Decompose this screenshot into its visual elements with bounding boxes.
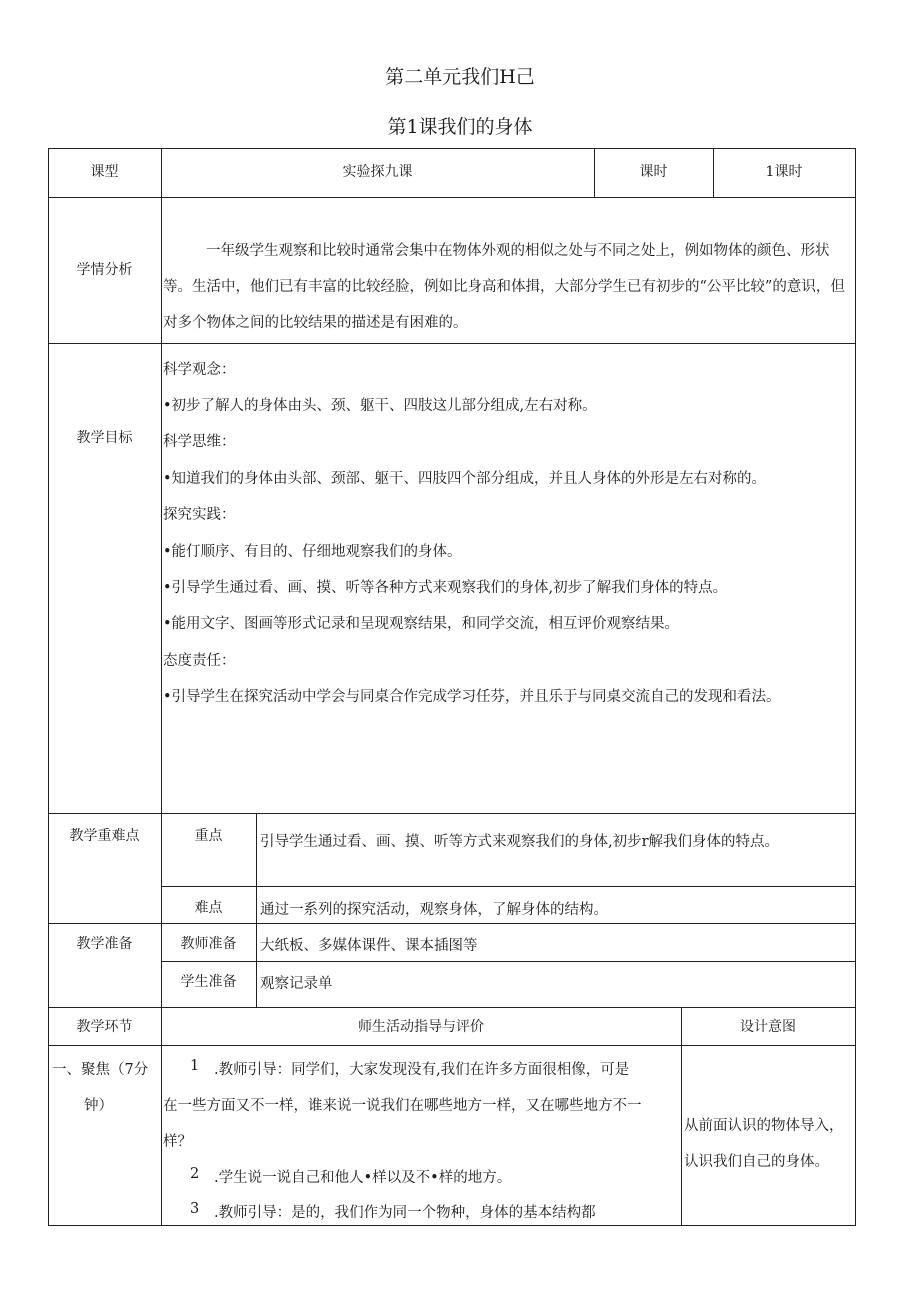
activity-header: 师生活动指导与评价 — [358, 1019, 484, 1035]
teacher-prep-label: 教师准备 — [180, 936, 237, 952]
objective-line: 科学思维： — [163, 434, 236, 450]
key-point-label: 重点 — [194, 828, 223, 844]
student-prep-text: 观察记录单 — [260, 976, 333, 992]
class-hours-value: 1课时 — [765, 164, 803, 180]
item-3-number: 3 — [190, 1201, 200, 1217]
difficult-point-text: 通过一系列的探究活动，观察身体，了解身体的结构。 — [260, 902, 608, 918]
objectives-label: 教学目标 — [76, 430, 133, 446]
objective-line: •能用文字、图画等形式记录和呈现观察结果，和同学交流，相互评价观察结果。 — [163, 616, 680, 632]
course-type-value: 实验探九课 — [342, 164, 413, 180]
objective-line: 态度责任： — [163, 653, 236, 669]
key-points-label: 教学重难点 — [69, 828, 140, 844]
stage-1-label-cont: 钟） — [84, 1098, 113, 1114]
intent-text: 从前面认识的物体导入， — [684, 1118, 844, 1134]
item-1-text: .教师引导：同学们，大家发现没有,我们在许多方面很相像，可是 — [214, 1062, 630, 1078]
analysis-text: 一年级学生观察和比较时通常会集中在物体外观的相似之处与不同之处上，例如物体的颜色、形状等。生活中，他们已有丰富的比较经脸，例如比身高和体揖，大部分学生已有初步的“公平比较”的意识，但对多个物体之间的比较结果的描述是有困难的。 — [163, 243, 845, 331]
course-type-label: 课型 — [90, 164, 119, 180]
objective-line: •能仃顺序、有目的、仔细地观察我们的身体。 — [163, 544, 462, 560]
objective-line: •初步了解人的身体由头、颈、躯干、四肢这儿部分组成,左右对称。 — [163, 398, 597, 414]
item-1-number: 1 — [190, 1058, 200, 1074]
item-1-text-cont: 在一些方面又不一样，谁来说一说我们在哪些地方一样，又在哪些地方不一 — [163, 1098, 642, 1114]
key-point-text: 引导学生通过看、画、摸、听等方式来观察我们的身体,初步r解我们身体的特点。 — [260, 834, 780, 850]
student-prep-label: 学生准备 — [180, 974, 237, 990]
teacher-prep-text: 大纸板、多媒体课件、课本插图等 — [260, 938, 478, 954]
item-2-number: 2 — [190, 1166, 200, 1182]
objective-line: 探究实践： — [163, 507, 236, 523]
unit-title: 第二单元我们H己 — [385, 66, 535, 88]
objective-line: •引导学生通过看、画、摸、听等各种方式来观察我们的身体,初步了解我们身体的特点。 — [163, 580, 728, 596]
item-1-text-end: 样？ — [163, 1134, 192, 1150]
objective-line: 科学观念： — [163, 362, 236, 378]
lesson-title: 第1课我们的身体 — [387, 116, 533, 138]
intent-text-cont: 认识我们自己的身体。 — [684, 1154, 829, 1170]
difficult-point-label: 难点 — [194, 900, 223, 916]
objective-line: •引导学生在探究活动中学会与同桌合作完成学习任芬，并且乐于与同桌交流自己的发现和看法。 — [163, 689, 781, 705]
preparation-label: 教学准备 — [76, 936, 133, 952]
stage-1-label: 一、聚焦（7分 — [52, 1062, 149, 1078]
intent-header: 设计意图 — [740, 1019, 796, 1035]
class-hours-label: 课时 — [639, 164, 668, 180]
item-3-text: .教师引导：是的，我们作为同一个物种，身体的基本结构都 — [214, 1205, 596, 1221]
analysis-label: 学情分析 — [76, 262, 133, 278]
objective-line: •知道我们的身体由头部、颈部、躯干、四肢四个部分组成，并且人身体的外形是左右对称的。 — [163, 471, 767, 487]
item-2-text: .学生说一说自己和他人•样以及不•样的地方。 — [214, 1170, 512, 1186]
stage-header: 教学环节 — [76, 1019, 133, 1035]
